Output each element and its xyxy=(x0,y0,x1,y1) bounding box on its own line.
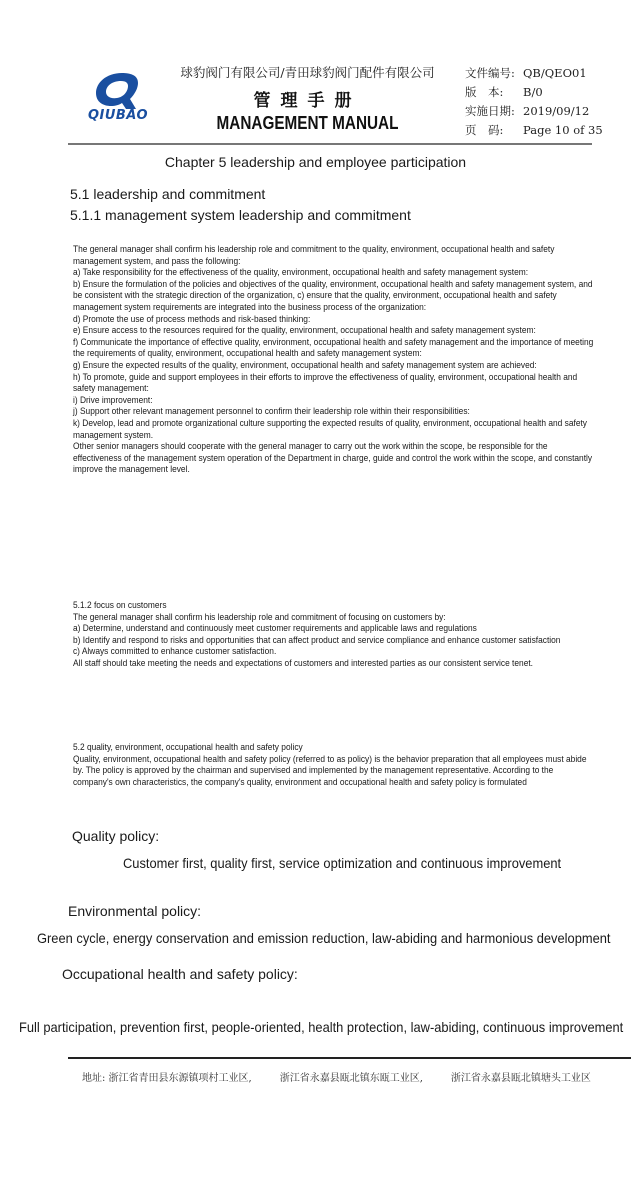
list-item: f) Communicate the importance of effective quality, environment, occupational health and safety management and the importance of meeting the requirements of quality, environment, occupational health and safety management system: xyxy=(73,336,594,359)
logo-text: QIUBAO xyxy=(87,108,149,123)
footer-divider xyxy=(68,1057,631,1059)
section-5-1-2-body xyxy=(73,600,594,670)
ohs-policy-label: Occupational health and safety policy: xyxy=(62,966,298,982)
list-item: e) Ensure access to the resources required for the quality, environment, occupational health and safety management system: xyxy=(73,325,536,336)
list-item: h) To promote, guide and support employees in their efforts to improve the effectiveness of quality, environment, occupational health and safety management: xyxy=(73,371,578,394)
paragraph: The general manager shall confirm his leadership role and commitment to the quality, environment, occupational health and safety management system, and pass the following: xyxy=(73,244,555,266)
manual-title-en: MANAGEMENT MANUAL xyxy=(216,113,399,133)
list-item: b) Identify and respond to risks and opportunities that can affect product and service compliance and enhance customer satisfaction xyxy=(73,634,561,645)
list-item: j) Support other relevant management personnel to confirm their leadership role within their responsibilities: xyxy=(73,406,470,417)
q-logo-icon xyxy=(92,70,142,110)
list-item: c) Always committed to enhance customer satisfaction. xyxy=(73,646,277,657)
paragraph: The general manager shall confirm his leadership role and commitment of focusing on customers by: xyxy=(73,611,446,622)
meta-version: 版 本: B/0 xyxy=(465,85,543,99)
quality-policy-label: Quality policy: xyxy=(72,828,160,844)
environmental-policy-text: Green cycle, energy conservation and emission reduction, law-abiding and harmonious development xyxy=(37,930,611,946)
address-3: 浙江省永嘉县瓯北镇塘头工业区 xyxy=(450,1073,591,1084)
environmental-policy-label: Environmental policy: xyxy=(68,903,202,919)
paragraph: Other senior managers should cooperate with the general manager to carry out the work within the scope, be responsible for the effectiveness of the management system operation of the Department in charge, guide and control the work within the scope, and constantly improve the management level. xyxy=(73,441,593,475)
section-heading-5-2: 5.2 quality, environment, occupational health and safety policy xyxy=(73,742,303,752)
chapter-title: Chapter 5 leadership and employee participation xyxy=(164,154,467,170)
section-5-2-body xyxy=(73,742,594,788)
address-1: 地址: 浙江省青田县东源镇项村工业区, xyxy=(82,1073,252,1084)
meta-page: 页 码: Page 10 of 35 xyxy=(465,123,603,137)
address-2: 浙江省永嘉县瓯北镇东瓯工业区, xyxy=(279,1073,423,1084)
list-item: i) Drive improvement: xyxy=(73,394,153,405)
section-heading-5-1: 5.1 leadership and commitment xyxy=(70,186,266,202)
paragraph: All staff should take meeting the needs and expectations of customers and interested parties as our consistent service tenet. xyxy=(73,657,534,668)
quality-policy-text: Customer first, quality first, service optimization and continuous improvement xyxy=(123,855,562,871)
section-5-1-1-body xyxy=(73,244,594,476)
list-item: k) Develop, lead and promote organizational culture supporting the expected results of quality, environment, occupational health and safety management system. xyxy=(73,417,587,440)
paragraph: Quality, environment, occupational health and safety policy (referred to as policy) is the behavior preparation that all employees must abide by. The policy is approved by the chairman and supervised and implemented by the management representative. According to the company's own characteristics, the company's quality, environment and occupational health and safety policy is formulated xyxy=(73,753,587,787)
list-item: a) Determine, understand and continuously meet customer requirements and applicable laws and regulations xyxy=(73,623,477,634)
list-item: g) Ensure the expected results of the quality, environment, occupational health and safety management system are achieved: xyxy=(73,359,537,370)
section-heading-5-1-2: 5.1.2 focus on customers xyxy=(73,600,167,610)
header-divider xyxy=(68,143,592,145)
company-name: 球豹阀门有限公司/青田球豹阀门配件有限公司 xyxy=(180,65,435,80)
footer-address xyxy=(82,1069,619,1084)
list-item: b) Ensure the formulation of the policies and objectives of the quality, environment, occupational health and safety management system, and be consistent with the strategic direction of the organization, c) ensure that the quality, environment, occupational health and safety management system requirements are integrated into the business process of the organization: xyxy=(73,278,593,312)
section-heading-5-1-1: 5.1.1 management system leadership and commitment xyxy=(70,207,411,223)
list-item: a) Take responsibility for the effectiveness of the quality, environment, occupational health and safety management system: xyxy=(73,267,529,278)
document-meta xyxy=(465,64,625,140)
list-item: d) Promote the use of process methods and risk-based thinking: xyxy=(73,313,311,324)
meta-doc-number: 文件编号: QB/QEO01 xyxy=(465,66,587,80)
ohs-policy-text: Full participation, prevention first, people-oriented, health protection, law-abiding, continuous improvement xyxy=(19,1019,624,1035)
company-logo xyxy=(78,70,158,130)
manual-title-cn: 管理手册 xyxy=(253,91,362,111)
meta-effective-date: 实施日期: 2019/09/12 xyxy=(465,104,590,118)
